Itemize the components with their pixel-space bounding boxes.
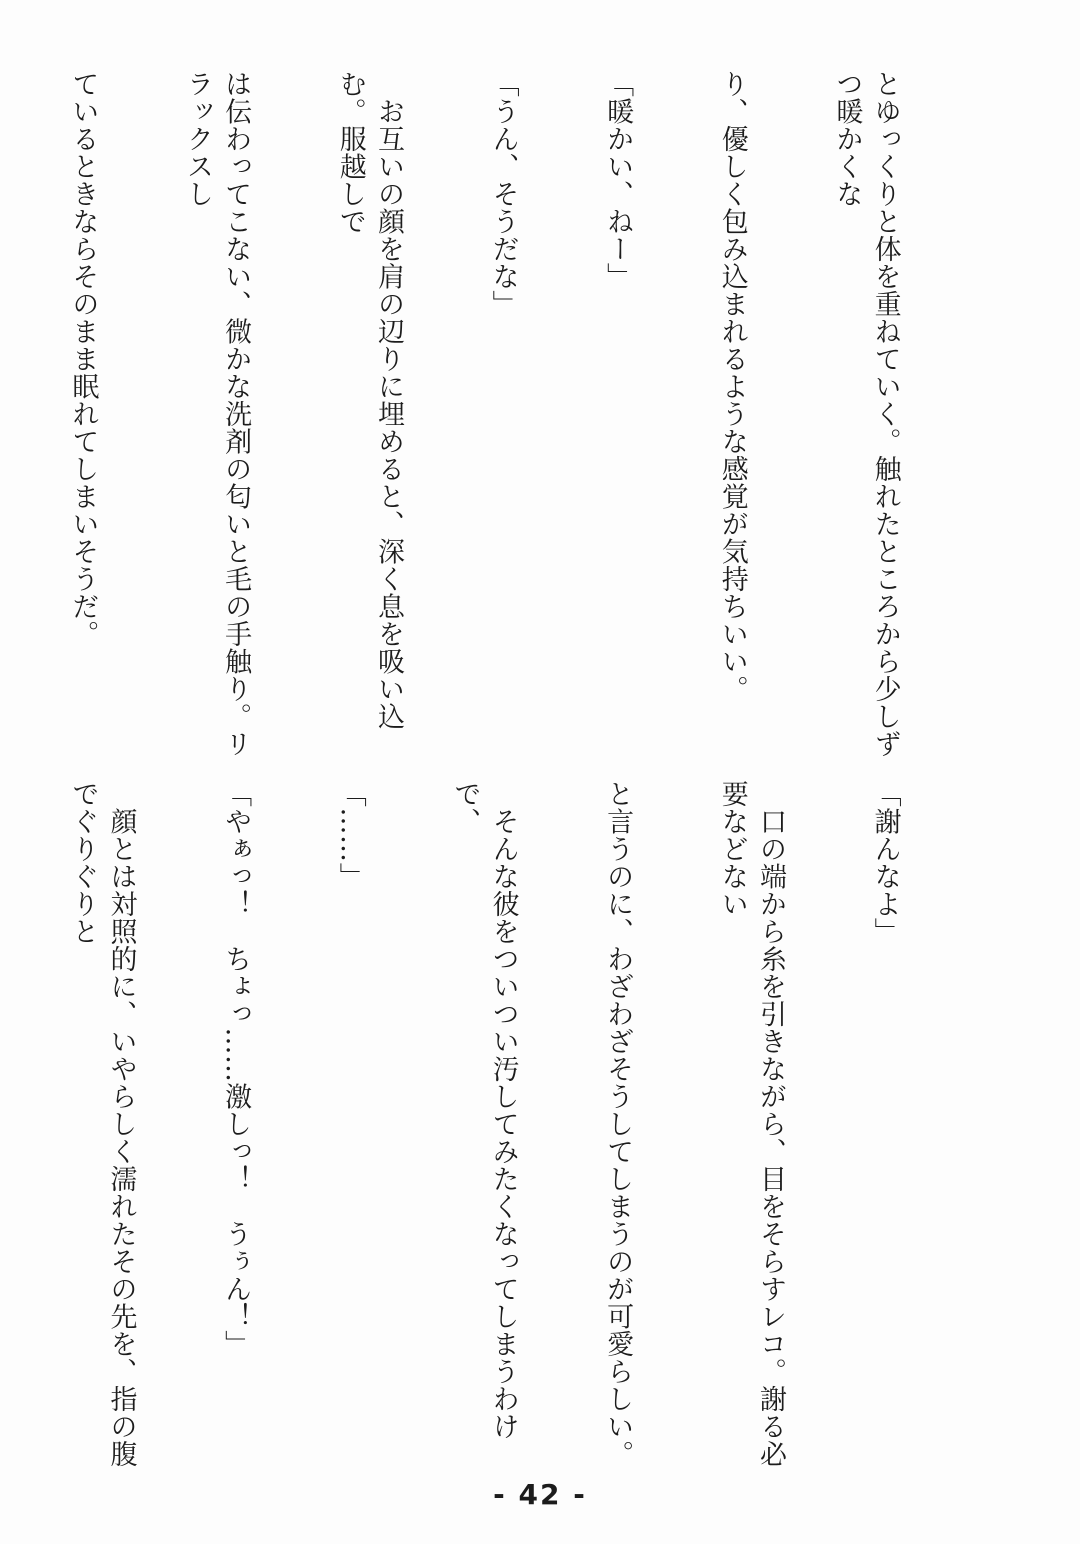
text-line: 「うん、そうだな」 <box>487 70 519 318</box>
text-line: お互いの顔を肩の辺りに埋めると、深く息を吸い込む。服越しで <box>334 70 404 730</box>
bottom-text-block <box>67 780 980 1470</box>
text-line: り、優しく包み込まれるような感覚が気持ちいい。 <box>716 70 748 703</box>
page-number: - 42 - <box>493 1478 587 1511</box>
text-line: は伝わってこない、微かな洗剤の匂いと毛の手触り。リラックスし <box>181 70 252 758</box>
text-line: 「……」 <box>334 780 366 890</box>
text-line: そんな彼をついつい汚してみたくなってしまうわけで、 <box>449 780 519 1440</box>
text-line: 「やぁっ！ ちょっ……激しっ！ うぅん！」 <box>220 780 252 1358</box>
text-line: 顔とは対照的に、いやらしく濡れたその先を、指の腹でぐりぐりと <box>67 780 137 1468</box>
text-line: 「謝んなよ」 <box>869 780 901 945</box>
text-line: と言うのに、わざわざそうしてしまうのが可愛らしい。 <box>602 780 634 1468</box>
text-line: とゆっくりと体を重ねていく。触れたところから少しずつ暖かくな <box>831 70 901 758</box>
text-line: 「暖かい、ねー」 <box>602 70 634 290</box>
top-text-block <box>67 70 980 760</box>
text-line: 口の端から糸を引きながら、目をそらすレコ。謝る必要などない <box>716 780 786 1468</box>
text-line: ているときならそのまま眠れてしまいそうだ。 <box>67 70 99 648</box>
